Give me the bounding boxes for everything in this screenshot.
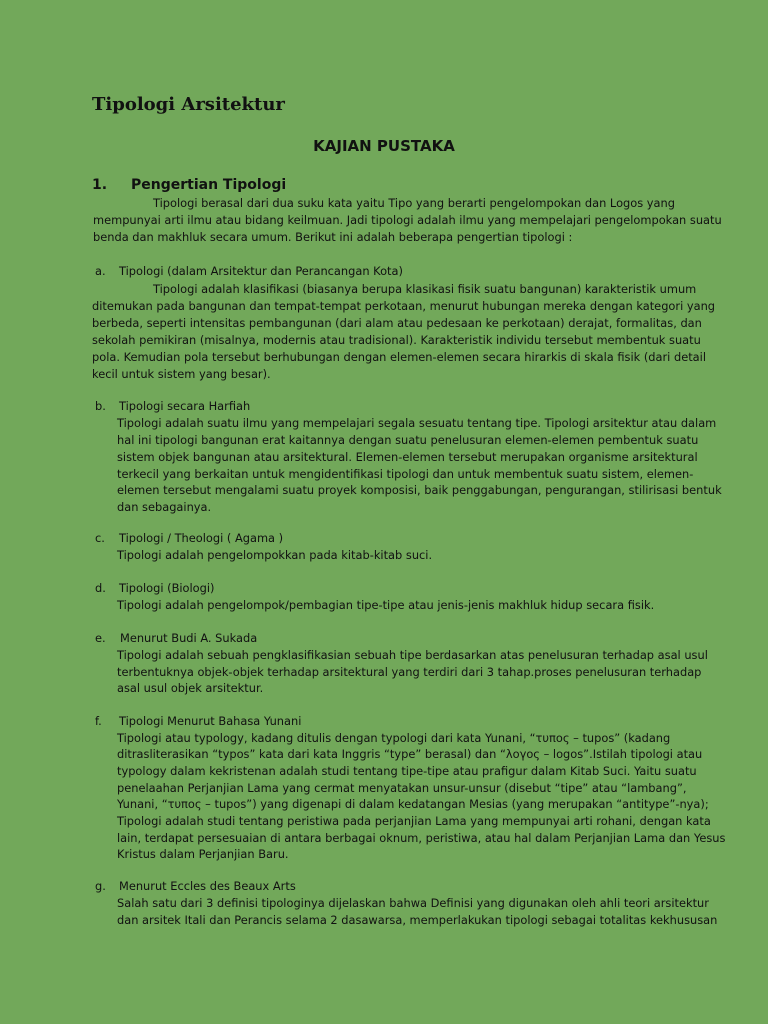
item-c-title: Tipologi / Theologi ( Agama ) <box>119 531 284 545</box>
item-a-line: Tipologi adalah klasifikasi (biasanya berupa klasikasi fisik suatu bangunan) karakteristik umum <box>153 282 697 296</box>
document-title: Tipologi Arsitektur <box>92 94 285 115</box>
item-b-line: dan sebagainya. <box>117 500 212 514</box>
item-f-line: penelaahan Perjanjian Lama yang cermat menyatakan unsur-unsur (disebut “tipe” atau “lambang”, <box>117 781 687 795</box>
item-a-letter: a. <box>95 264 106 278</box>
item-f-line: Yunani, “τυπος – tupos”) yang digenapi di dalam kedatangan Mesias (yang merupakan “antitype”-nya); <box>117 797 709 811</box>
item-e-letter: e. <box>95 631 106 645</box>
section-heading: KAJIAN PUSTAKA <box>313 137 455 155</box>
item-g-title: Menurut Eccles des Beaux Arts <box>119 879 296 893</box>
item-g-line: dan arsitek Itali dan Perancis selama 2 dasawarsa, memperlakukan tipologi sebagai totalitas kekhususan <box>117 913 718 927</box>
item-c-line: Tipologi adalah pengelompokkan pada kitab-kitab suci. <box>117 548 433 562</box>
item-a-line: berbeda, seperti intensitas pembangunan (dari alam atau pedesaan ke perkotaan) derajat, formalitas, dan <box>92 316 702 330</box>
item-f-title: Tipologi Menurut Bahasa Yunani <box>119 714 302 728</box>
item-e-line: terbentuknya objek-objek terhadap arsitektural yang terdiri dari 3 tahap.proses penelusuran terhadap <box>117 665 702 679</box>
item-b-line: hal ini tipologi bangunan erat kaitannya dengan suatu penelusuran elemen-elemen pembentuk suatu <box>117 433 699 447</box>
item-a-line: sekolah pemikiran (misalnya, modernis atau tradisional). Karakteristik individu tersebut membentuk suatu <box>92 333 701 347</box>
item-f-line: Kristus dalam Perjanjian Baru. <box>117 847 289 861</box>
section-title: Pengertian Tipologi <box>131 177 287 193</box>
intro-line: mempunyai arti ilmu atau bidang keilmuan. Jadi tipologi adalah ilmu yang mempelajari pengelompokan suatu <box>93 213 722 227</box>
item-b-line: sistem objek bangunan atau arsitektural. Elemen-elemen tersebut merupakan organisme arsitektural <box>117 450 698 464</box>
item-f-letter: f. <box>95 714 102 728</box>
item-d-letter: d. <box>95 581 106 595</box>
item-b-line: elemen tersebut mengalami suatu proyek komposisi, baik penggabungan, pengurangan, stilirisasi bentuk <box>117 483 722 497</box>
section-number: 1. <box>92 177 108 193</box>
item-b-line: terkecil yang berkaitan untuk mengidentifikasi tipologi dan untuk membentuk suatu sistem, elemen- <box>117 467 694 481</box>
item-a-line: kecil untuk sistem yang besar). <box>92 367 271 381</box>
item-f-line: Tipologi adalah studi tentang peristiwa pada perjanjian Lama yang mempunyai arti rohani, dengan kata <box>117 814 711 828</box>
item-g-letter: g. <box>95 879 106 893</box>
item-c-letter: c. <box>95 531 105 545</box>
intro-line: benda dan makhluk secara umum. Berikut ini adalah beberapa pengertian tipologi : <box>93 230 573 244</box>
item-d-line: Tipologi adalah pengelompok/pembagian tipe-tipe atau jenis-jenis makhluk hidup secara fisik. <box>117 598 655 612</box>
item-e-title: Menurut Budi A. Sukada <box>120 631 258 645</box>
item-g-line: Salah satu dari 3 definisi tipologinya dijelaskan bahwa Definisi yang digunakan oleh ahli teori arsitektur <box>117 896 709 910</box>
item-a-line: pola. Kemudian pola tersebut berhubungan dengan elemen-elemen secara hirarkis di skala fisik (dari detail <box>92 350 706 364</box>
item-f-line: Tipologi atau typology, kadang ditulis dengan typologi dari kata Yunani, “τυπος – tupos” (kadang <box>117 731 671 745</box>
item-e-line: Tipologi adalah sebuah pengklasifikasian sebuah tipe berdasarkan atas penelusuran terhadap asal usul <box>117 648 708 662</box>
item-f-line: ditrasliterasikan “typos” kata dari kata Inggris “type” berasal) dan “λογος – logos”.Istilah tipologi atau <box>117 747 703 761</box>
item-b-line: Tipologi adalah suatu ilmu yang mempelajari segala sesuatu tentang tipe. Tipologi arsitektur atau dalam <box>117 416 717 430</box>
item-d-title: Tipologi (Biologi) <box>119 581 215 595</box>
item-a-line: ditemukan pada bangunan dan tempat-tempat perkotaan, menurut hubungan mereka dengan kategori yang <box>92 299 716 313</box>
item-b-letter: b. <box>95 399 106 413</box>
item-f-line: lain, terdapat persesuaian di antara berbagai oknum, peristiwa, atau hal dalam Perjanjian Lama dan Yesus <box>117 831 726 845</box>
item-e-line: asal usul objek arsitektur. <box>117 681 264 695</box>
item-a-title: Tipologi (dalam Arsitektur dan Perancangan Kota) <box>119 264 403 278</box>
item-b-title: Tipologi secara Harfiah <box>119 399 251 413</box>
item-f-line: typology dalam kekristenan adalah studi tentang tipe-tipe atau prafigur dalam Kitab Suci. Yaitu suatu <box>117 764 697 778</box>
intro-line: Tipologi berasal dari dua suku kata yaitu Tipo yang berarti pengelompokan dan Logos yang <box>153 196 675 210</box>
